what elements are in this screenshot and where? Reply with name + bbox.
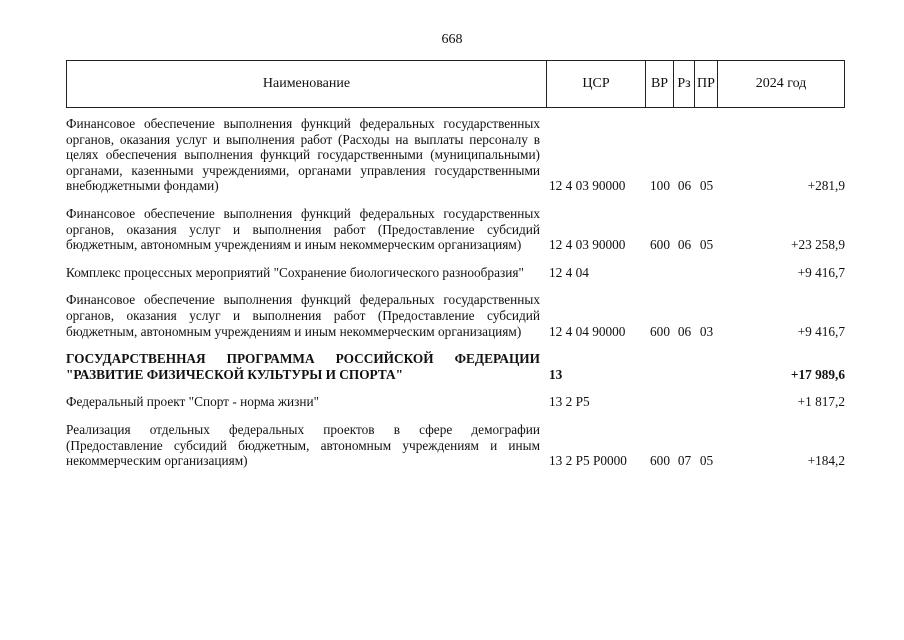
row-amount: +9 416,7 [797, 323, 845, 339]
row-name: Финансовое обеспечение выполнения функций федеральных государственных органов, оказания услуг и выполнения работ (Предоставление субсидий бюджетным, автономным учреждениям и иным некоммерческим организациям) [66, 292, 540, 339]
column-header-rz: Рз [674, 61, 695, 107]
row-name: ГОСУДАРСТВЕННАЯ ПРОГРАММА РОССИЙСКОЙ ФЕДЕРАЦИИ "РАЗВИТИЕ ФИЗИЧЕСКОЙ КУЛЬТУРЫ И СПОРТА" [66, 351, 540, 382]
row-amount: +23 258,9 [790, 237, 845, 253]
row-name: Комплекс процессных мероприятий "Сохранение биологического разнообразия" [66, 264, 524, 280]
row-pr: 05 [699, 453, 714, 469]
column-header-pr: ПР [695, 61, 718, 107]
page-number: 668 [441, 32, 463, 47]
row-rz: 07 [677, 453, 692, 469]
row-name: Финансовое обеспечение выполнения функций федеральных государственных органов, оказания услуг и выполнения работ (Предоставление субсидий бюджетным, автономным учреждениям и иным некоммерческим организациям) [66, 205, 540, 253]
row-pr: 03 [699, 323, 714, 339]
row-rz: 06 [677, 178, 692, 194]
row-amount: +184,2 [807, 453, 845, 469]
table-row [66, 351, 845, 382]
table-row [66, 292, 845, 339]
row-rz: 06 [677, 237, 692, 253]
row-rz: 06 [677, 323, 692, 339]
row-vr: 600 [650, 237, 670, 253]
row-vr: 100 [650, 178, 670, 194]
row-csr: 13 2 P5 [549, 394, 590, 410]
row-csr: 12 4 04 90000 [549, 323, 626, 339]
table-header [66, 60, 845, 108]
row-pr: 05 [699, 237, 714, 253]
row-amount: +281,9 [807, 178, 845, 194]
row-csr: 12 4 04 [549, 264, 589, 280]
row-vr: 600 [650, 453, 670, 469]
row-amount: +1 817,2 [797, 394, 845, 410]
table-row [66, 116, 845, 194]
row-amount: +9 416,7 [797, 264, 845, 280]
row-csr: 12 4 03 90000 [549, 178, 626, 194]
row-amount: +17 989,6 [790, 366, 845, 382]
column-header-csr: ЦСР [547, 61, 646, 107]
table-row [66, 265, 845, 281]
row-name: Финансовое обеспечение выполнения функций федеральных государственных органов, оказания услуг и выполнения работ (Расходы на выплаты персоналу в целях обеспечения выполнения функций государственными (муниципальными) органами, казенными учреждениями, органами управления государственными внебюджетными фондами) [66, 116, 540, 194]
table-body [66, 116, 845, 481]
column-header-vr: ВР [646, 61, 674, 107]
row-name: Федеральный проект "Спорт - норма жизни" [66, 394, 320, 410]
row-vr: 600 [650, 323, 670, 339]
column-header-name: Наименование [67, 61, 547, 107]
table-row [66, 394, 845, 410]
row-csr: 12 4 03 90000 [549, 237, 626, 253]
row-pr: 05 [699, 178, 714, 194]
row-name: Реализация отдельных федеральных проектов в сфере демографии (Предоставление субсидий бюджетным, автономным учреждениям и иным некоммерческим организациям) [66, 421, 540, 469]
column-header-year: 2024 год [755, 76, 807, 91]
row-csr: 13 [549, 366, 563, 382]
table-row [66, 206, 845, 253]
table-row [66, 422, 845, 469]
row-csr: 13 2 P5 P0000 [549, 453, 627, 469]
